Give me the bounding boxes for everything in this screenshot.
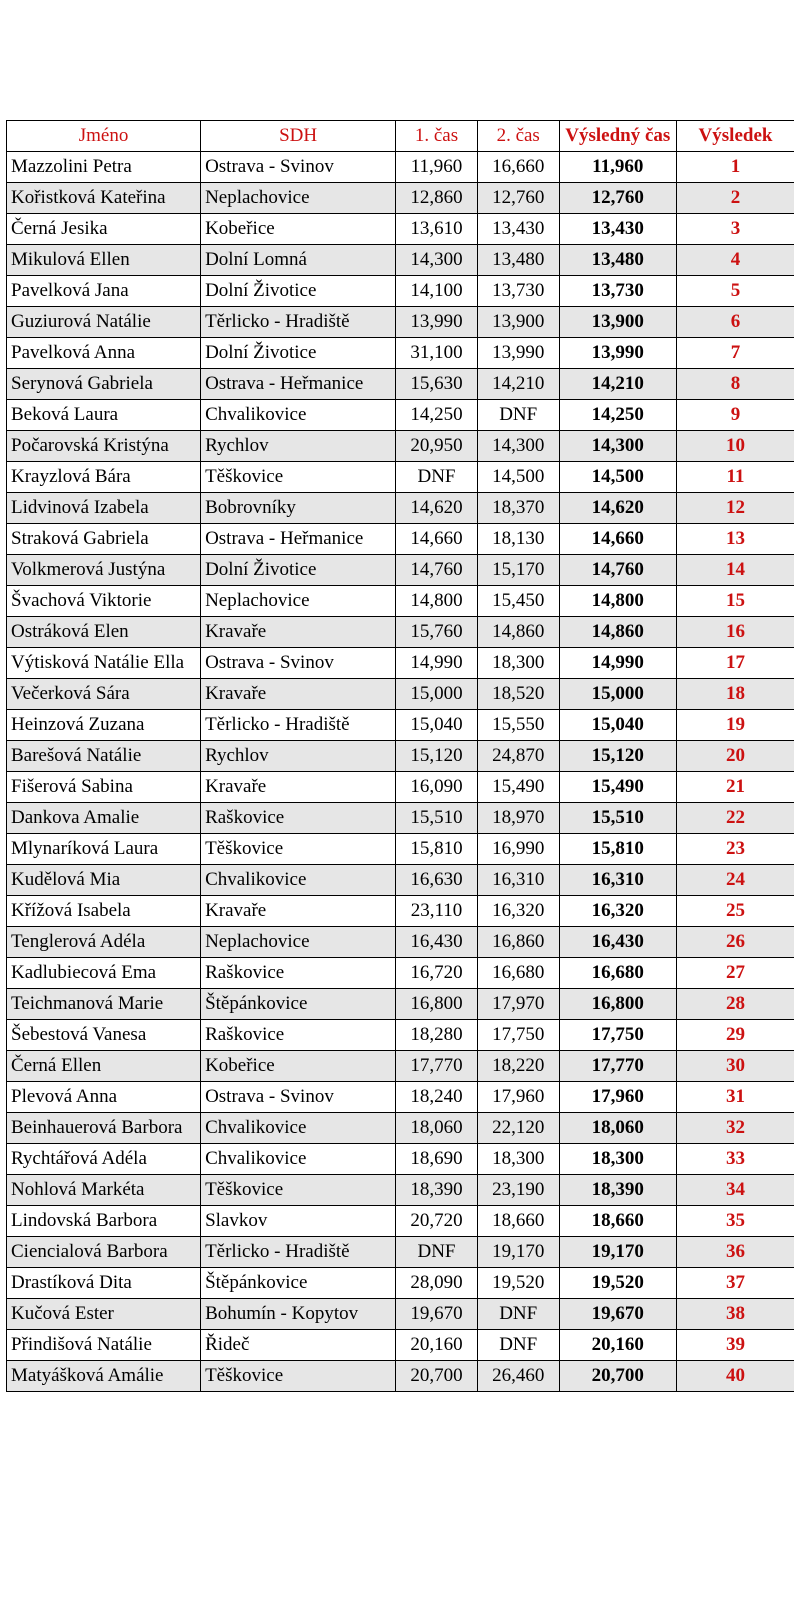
table-row [7,927,795,958]
cell-time-1: 18,690 [396,1144,478,1175]
table-row [7,989,795,1020]
cell-time-2: 16,860 [477,927,559,958]
cell-result: 28 [677,989,795,1020]
cell-time-2: 15,490 [477,772,559,803]
header-row [7,121,795,152]
cell-name: Černá Jesika [7,214,201,245]
header-time-1: 1. čas [396,121,478,152]
cell-time-1: 15,000 [396,679,478,710]
cell-name: Barešová Natálie [7,741,201,772]
cell-club: Těškovice [201,1361,396,1392]
table-row [7,462,795,493]
cell-final-time: 16,680 [559,958,676,989]
cell-final-time: 18,660 [559,1206,676,1237]
cell-time-1: 18,240 [396,1082,478,1113]
table-row [7,276,795,307]
cell-name: Volkmerová Justýna [7,555,201,586]
table-row [7,1144,795,1175]
cell-time-1: 20,160 [396,1330,478,1361]
cell-time-1: 14,100 [396,276,478,307]
cell-time-2: 19,170 [477,1237,559,1268]
header-result: Výsledek [677,121,795,152]
table-row [7,1113,795,1144]
table-row [7,307,795,338]
cell-name: Krayzlová Bára [7,462,201,493]
cell-time-1: 19,670 [396,1299,478,1330]
cell-final-time: 14,800 [559,586,676,617]
cell-time-2: 12,760 [477,183,559,214]
cell-result: 30 [677,1051,795,1082]
cell-final-time: 17,770 [559,1051,676,1082]
cell-club: Štěpánkovice [201,1268,396,1299]
cell-name: Heinzová Zuzana [7,710,201,741]
cell-final-time: 18,390 [559,1175,676,1206]
table-row [7,152,795,183]
cell-time-2: 13,990 [477,338,559,369]
cell-time-2: 15,170 [477,555,559,586]
table-row [7,679,795,710]
table-row [7,369,795,400]
cell-final-time: 16,310 [559,865,676,896]
table-header [7,121,795,152]
table-row [7,1206,795,1237]
cell-club: Kravaře [201,772,396,803]
cell-result: 16 [677,617,795,648]
cell-result: 29 [677,1020,795,1051]
cell-name: Kadlubiecová Ema [7,958,201,989]
cell-final-time: 15,510 [559,803,676,834]
header-club: SDH [201,121,396,152]
cell-result: 34 [677,1175,795,1206]
cell-result: 15 [677,586,795,617]
cell-time-1: 20,700 [396,1361,478,1392]
cell-name: Fišerová Sabina [7,772,201,803]
cell-result: 23 [677,834,795,865]
cell-time-1: 16,090 [396,772,478,803]
table-row [7,431,795,462]
cell-name: Kudělová Mia [7,865,201,896]
cell-club: Ostrava - Svinov [201,1082,396,1113]
cell-final-time: 18,300 [559,1144,676,1175]
cell-result: 38 [677,1299,795,1330]
cell-name: Beková Laura [7,400,201,431]
cell-name: Rychtářová Adéla [7,1144,201,1175]
cell-name: Guziurová Natálie [7,307,201,338]
cell-time-2: DNF [477,400,559,431]
table-row [7,617,795,648]
cell-time-1: 28,090 [396,1268,478,1299]
table-row [7,1237,795,1268]
cell-time-1: 13,610 [396,214,478,245]
cell-club: Raškovice [201,958,396,989]
cell-name: Počarovská Kristýna [7,431,201,462]
cell-time-1: 15,120 [396,741,478,772]
cell-final-time: 15,040 [559,710,676,741]
cell-club: Těškovice [201,1175,396,1206]
cell-result: 4 [677,245,795,276]
cell-time-2: 17,750 [477,1020,559,1051]
cell-result: 39 [677,1330,795,1361]
table-row [7,524,795,555]
cell-club: Neplachovice [201,927,396,958]
cell-result: 35 [677,1206,795,1237]
cell-club: Těrlicko - Hradiště [201,1237,396,1268]
cell-name: Ostráková Elen [7,617,201,648]
cell-name: Mlynaríková Laura [7,834,201,865]
cell-time-1: 23,110 [396,896,478,927]
cell-time-2: 18,520 [477,679,559,710]
cell-result: 37 [677,1268,795,1299]
cell-name: Večerková Sára [7,679,201,710]
cell-club: Štěpánkovice [201,989,396,1020]
cell-time-2: 16,660 [477,152,559,183]
cell-final-time: 13,900 [559,307,676,338]
cell-name: Nohlová Markéta [7,1175,201,1206]
cell-result: 40 [677,1361,795,1392]
cell-result: 11 [677,462,795,493]
cell-time-2: 16,310 [477,865,559,896]
cell-result: 2 [677,183,795,214]
table-row [7,245,795,276]
table-row [7,772,795,803]
cell-final-time: 17,750 [559,1020,676,1051]
table-row [7,586,795,617]
cell-name: Ciencialová Barbora [7,1237,201,1268]
cell-name: Mazzolini Petra [7,152,201,183]
cell-time-1: 31,100 [396,338,478,369]
cell-club: Ostrava - Svinov [201,152,396,183]
cell-club: Kobeřice [201,214,396,245]
table-row [7,648,795,679]
cell-time-2: 16,680 [477,958,559,989]
cell-time-1: 14,660 [396,524,478,555]
cell-name: Kořistková Kateřina [7,183,201,214]
cell-time-2: 16,990 [477,834,559,865]
table-row [7,1268,795,1299]
cell-club: Kravaře [201,896,396,927]
cell-result: 6 [677,307,795,338]
cell-time-2: 14,860 [477,617,559,648]
cell-club: Těškovice [201,462,396,493]
cell-time-2: 18,300 [477,1144,559,1175]
table-row [7,1082,795,1113]
cell-name: Lindovská Barbora [7,1206,201,1237]
cell-time-1: 12,860 [396,183,478,214]
table-row [7,1361,795,1392]
cell-final-time: 15,490 [559,772,676,803]
cell-result: 31 [677,1082,795,1113]
table-row [7,1330,795,1361]
cell-final-time: 14,250 [559,400,676,431]
cell-final-time: 19,170 [559,1237,676,1268]
cell-result: 19 [677,710,795,741]
cell-club: Neplachovice [201,586,396,617]
cell-time-2: 17,970 [477,989,559,1020]
cell-club: Kravaře [201,617,396,648]
cell-time-1: 18,060 [396,1113,478,1144]
cell-time-2: 23,190 [477,1175,559,1206]
cell-club: Řideč [201,1330,396,1361]
cell-final-time: 15,120 [559,741,676,772]
cell-result: 3 [677,214,795,245]
cell-final-time: 11,960 [559,152,676,183]
cell-time-2: 13,900 [477,307,559,338]
cell-time-1: 14,300 [396,245,478,276]
cell-name: Švachová Viktorie [7,586,201,617]
cell-name: Tenglerová Adéla [7,927,201,958]
cell-club: Rychlov [201,431,396,462]
table-row [7,183,795,214]
results-table [6,120,794,1392]
cell-final-time: 16,320 [559,896,676,927]
cell-club: Dolní Životice [201,338,396,369]
cell-result: 18 [677,679,795,710]
cell-time-1: 15,630 [396,369,478,400]
cell-final-time: 16,430 [559,927,676,958]
cell-final-time: 12,760 [559,183,676,214]
cell-time-2: 14,300 [477,431,559,462]
cell-result: 5 [677,276,795,307]
cell-result: 14 [677,555,795,586]
cell-name: Teichmanová Marie [7,989,201,1020]
table-row [7,400,795,431]
cell-time-2: DNF [477,1330,559,1361]
cell-final-time: 13,480 [559,245,676,276]
cell-club: Těrlicko - Hradiště [201,307,396,338]
cell-final-time: 19,520 [559,1268,676,1299]
cell-time-1: 20,720 [396,1206,478,1237]
table-row [7,1051,795,1082]
cell-result: 8 [677,369,795,400]
cell-time-2: 15,450 [477,586,559,617]
cell-time-1: 15,510 [396,803,478,834]
cell-name: Šebestová Vanesa [7,1020,201,1051]
cell-time-2: 18,300 [477,648,559,679]
cell-final-time: 13,730 [559,276,676,307]
cell-name: Pavelková Anna [7,338,201,369]
table-row [7,741,795,772]
cell-club: Chvalikovice [201,1113,396,1144]
cell-result: 24 [677,865,795,896]
cell-club: Ostrava - Heřmanice [201,524,396,555]
cell-time-1: 17,770 [396,1051,478,1082]
cell-result: 1 [677,152,795,183]
cell-time-2: 26,460 [477,1361,559,1392]
cell-name: Beinhauerová Barbora [7,1113,201,1144]
cell-club: Chvalikovice [201,865,396,896]
cell-final-time: 14,660 [559,524,676,555]
cell-time-2: 19,520 [477,1268,559,1299]
cell-club: Dolní Lomná [201,245,396,276]
cell-name: Matyášková Amálie [7,1361,201,1392]
cell-club: Slavkov [201,1206,396,1237]
cell-result: 36 [677,1237,795,1268]
cell-club: Bobrovníky [201,493,396,524]
cell-final-time: 15,810 [559,834,676,865]
cell-time-1: DNF [396,462,478,493]
table-body [7,152,795,1392]
cell-result: 9 [677,400,795,431]
cell-time-2: 17,960 [477,1082,559,1113]
cell-name: Pavelková Jana [7,276,201,307]
cell-time-1: 14,760 [396,555,478,586]
cell-time-1: 14,990 [396,648,478,679]
cell-time-2: 14,500 [477,462,559,493]
cell-name: Mikulová Ellen [7,245,201,276]
cell-result: 32 [677,1113,795,1144]
cell-final-time: 16,800 [559,989,676,1020]
cell-final-time: 15,000 [559,679,676,710]
cell-final-time: 14,210 [559,369,676,400]
cell-club: Dolní Životice [201,276,396,307]
cell-result: 7 [677,338,795,369]
cell-club: Dolní Životice [201,555,396,586]
cell-final-time: 17,960 [559,1082,676,1113]
cell-final-time: 14,300 [559,431,676,462]
cell-result: 21 [677,772,795,803]
cell-final-time: 14,760 [559,555,676,586]
cell-final-time: 14,620 [559,493,676,524]
cell-time-1: 14,620 [396,493,478,524]
cell-club: Těškovice [201,834,396,865]
cell-name: Černá Ellen [7,1051,201,1082]
cell-result: 17 [677,648,795,679]
table-row [7,555,795,586]
cell-time-1: DNF [396,1237,478,1268]
cell-time-1: 18,280 [396,1020,478,1051]
cell-club: Chvalikovice [201,400,396,431]
cell-time-2: 13,730 [477,276,559,307]
cell-time-2: 18,370 [477,493,559,524]
cell-result: 26 [677,927,795,958]
header-name: Jméno [7,121,201,152]
table-row [7,896,795,927]
cell-club: Raškovice [201,1020,396,1051]
cell-time-1: 14,800 [396,586,478,617]
cell-final-time: 14,990 [559,648,676,679]
table-row [7,1020,795,1051]
cell-name: Drastíková Dita [7,1268,201,1299]
table-row [7,958,795,989]
cell-club: Bohumín - Kopytov [201,1299,396,1330]
header-time-2: 2. čas [477,121,559,152]
cell-result: 13 [677,524,795,555]
cell-time-1: 14,250 [396,400,478,431]
cell-final-time: 18,060 [559,1113,676,1144]
cell-final-time: 13,990 [559,338,676,369]
cell-name: Kučová Ester [7,1299,201,1330]
cell-time-2: 18,130 [477,524,559,555]
cell-time-2: 14,210 [477,369,559,400]
cell-result: 12 [677,493,795,524]
cell-final-time: 13,430 [559,214,676,245]
cell-time-2: 16,320 [477,896,559,927]
cell-club: Chvalikovice [201,1144,396,1175]
cell-time-2: 18,970 [477,803,559,834]
cell-time-2: 22,120 [477,1113,559,1144]
cell-final-time: 14,860 [559,617,676,648]
table-row [7,865,795,896]
cell-time-2: 13,480 [477,245,559,276]
table-row [7,1175,795,1206]
header-final-time: Výsledný čas [559,121,676,152]
cell-result: 22 [677,803,795,834]
cell-result: 33 [677,1144,795,1175]
cell-name: Dankova Amalie [7,803,201,834]
table-row [7,493,795,524]
cell-club: Rychlov [201,741,396,772]
cell-result: 20 [677,741,795,772]
cell-time-2: DNF [477,1299,559,1330]
cell-result: 25 [677,896,795,927]
table-row [7,710,795,741]
cell-club: Neplachovice [201,183,396,214]
cell-name: Plevová Anna [7,1082,201,1113]
cell-time-1: 15,810 [396,834,478,865]
cell-final-time: 14,500 [559,462,676,493]
cell-club: Kravaře [201,679,396,710]
cell-time-1: 13,990 [396,307,478,338]
cell-name: Křížová Isabela [7,896,201,927]
cell-time-1: 18,390 [396,1175,478,1206]
cell-time-1: 16,800 [396,989,478,1020]
table-row [7,338,795,369]
cell-final-time: 20,160 [559,1330,676,1361]
cell-name: Lidvinová Izabela [7,493,201,524]
cell-time-2: 18,660 [477,1206,559,1237]
cell-club: Ostrava - Svinov [201,648,396,679]
cell-name: Výtisková Natálie Ella [7,648,201,679]
cell-time-2: 13,430 [477,214,559,245]
cell-result: 10 [677,431,795,462]
cell-name: Přindišová Natálie [7,1330,201,1361]
cell-club: Kobeřice [201,1051,396,1082]
cell-time-1: 15,760 [396,617,478,648]
cell-time-2: 24,870 [477,741,559,772]
cell-time-1: 20,950 [396,431,478,462]
table-row [7,1299,795,1330]
cell-final-time: 20,700 [559,1361,676,1392]
table-row [7,803,795,834]
cell-time-1: 16,430 [396,927,478,958]
cell-time-1: 16,720 [396,958,478,989]
cell-club: Ostrava - Heřmanice [201,369,396,400]
table-row [7,214,795,245]
cell-time-1: 15,040 [396,710,478,741]
cell-time-1: 16,630 [396,865,478,896]
cell-name: Serynová Gabriela [7,369,201,400]
cell-time-2: 18,220 [477,1051,559,1082]
cell-name: Straková Gabriela [7,524,201,555]
cell-time-2: 15,550 [477,710,559,741]
cell-club: Těrlicko - Hradiště [201,710,396,741]
table-row [7,834,795,865]
cell-club: Raškovice [201,803,396,834]
cell-final-time: 19,670 [559,1299,676,1330]
cell-time-1: 11,960 [396,152,478,183]
cell-result: 27 [677,958,795,989]
